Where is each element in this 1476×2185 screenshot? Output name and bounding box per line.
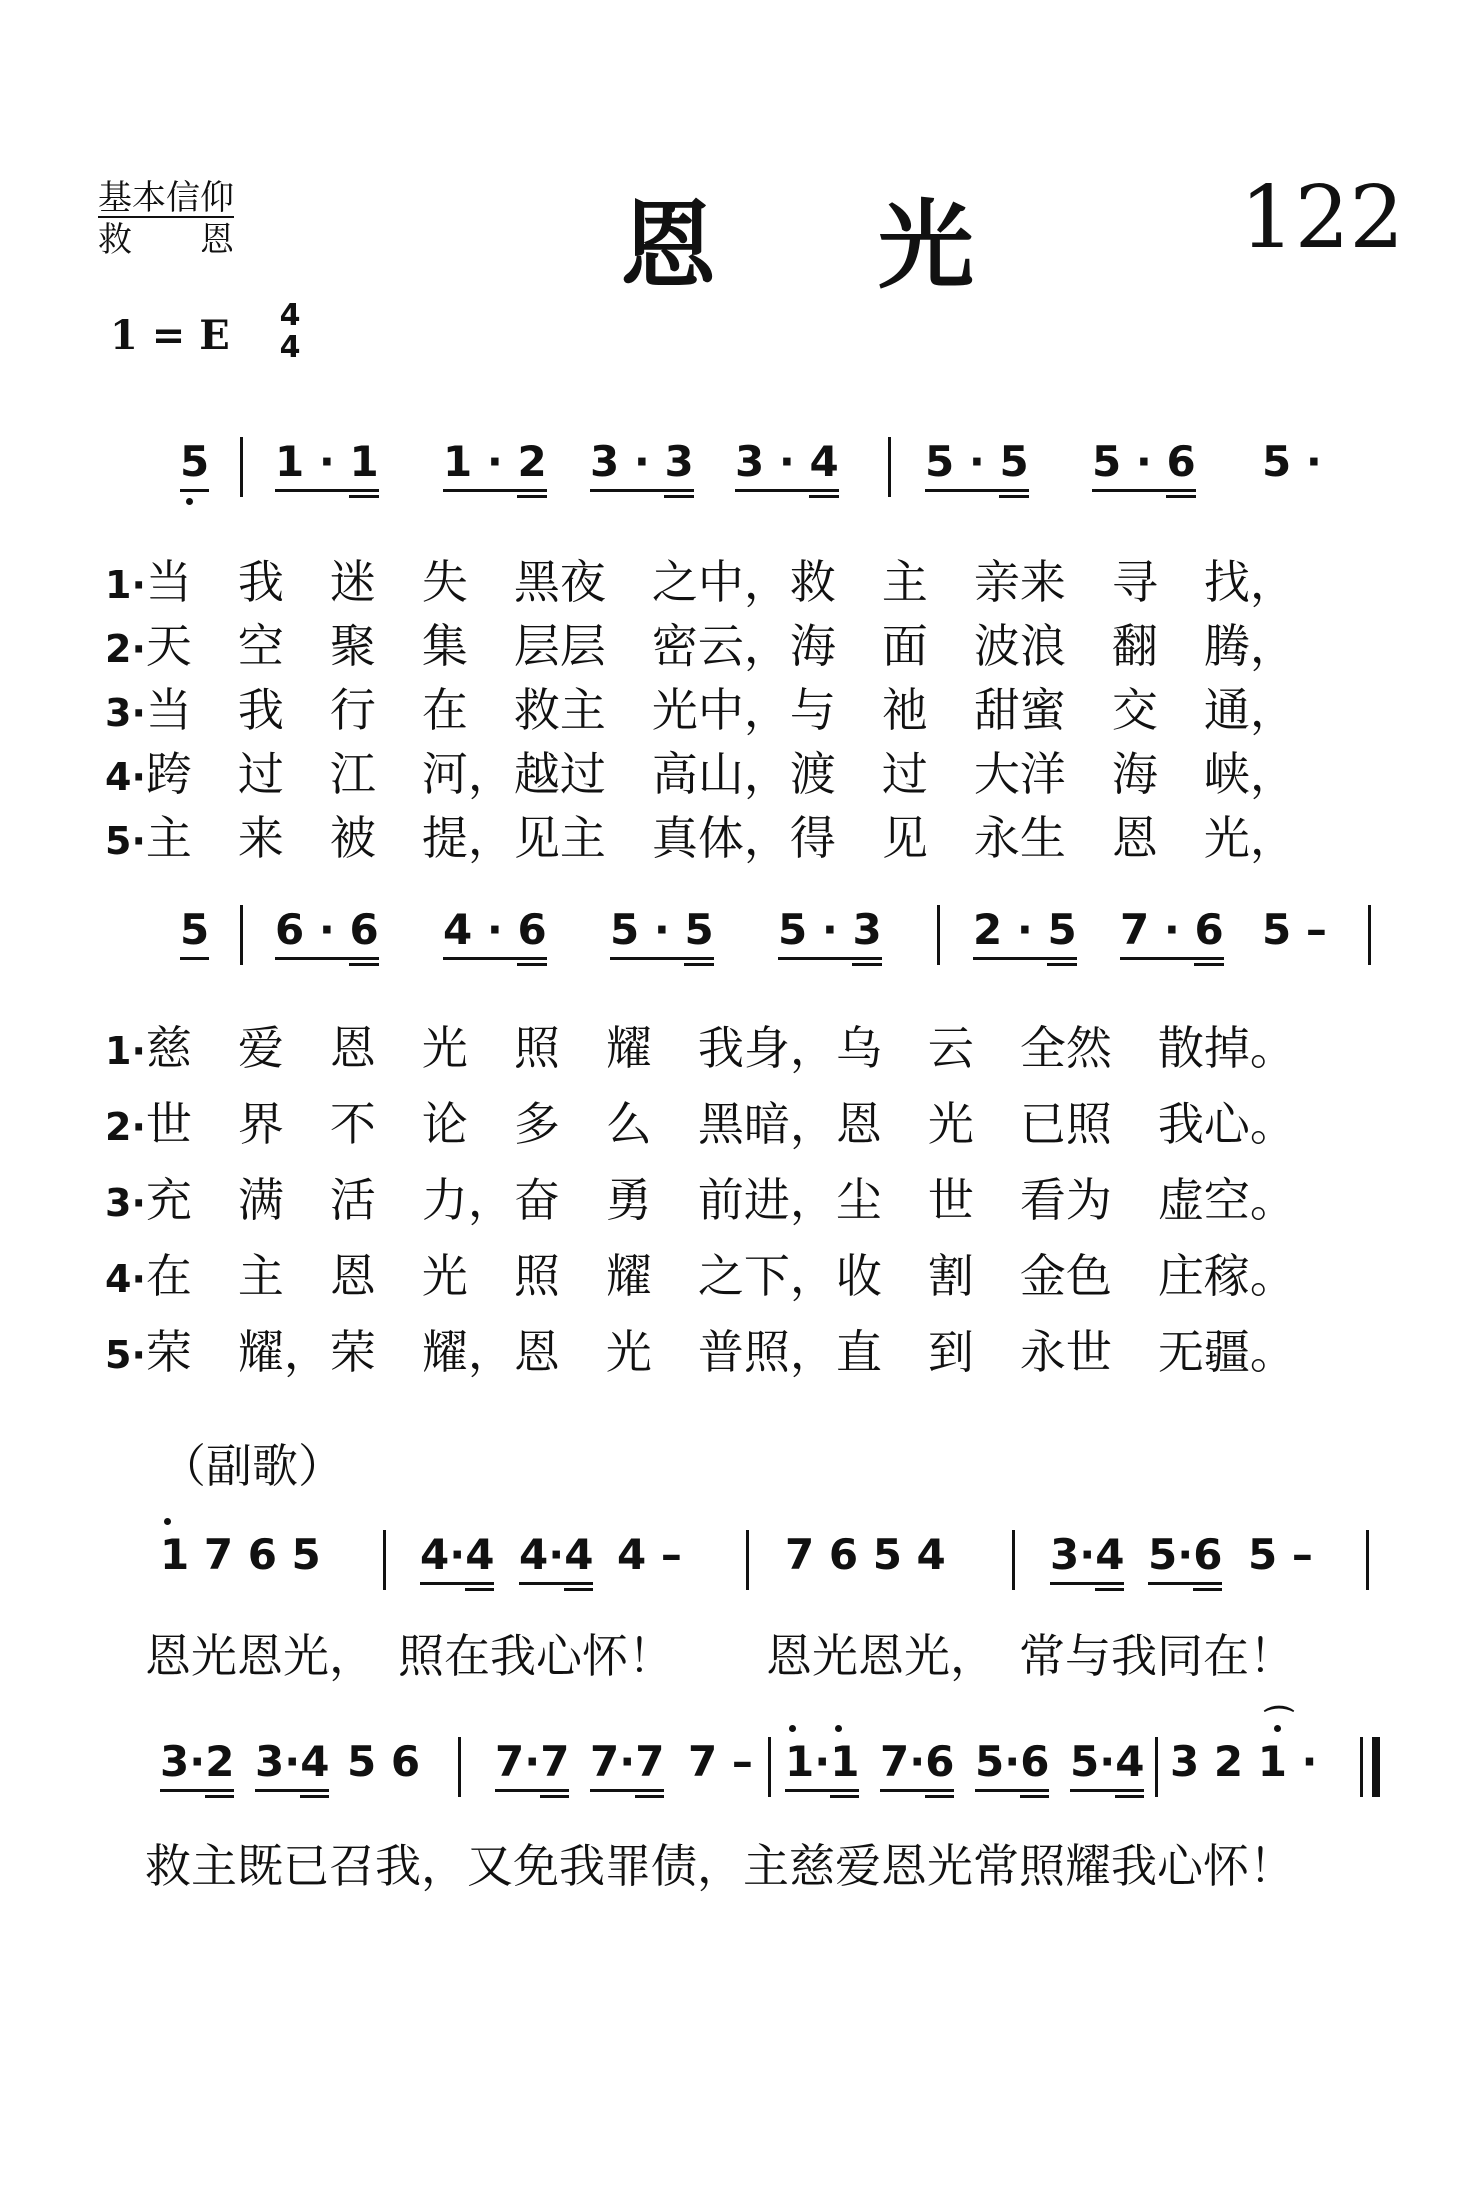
verse-number: 2· [105,1105,146,1149]
verse-text: 天 空 聚 集 层层 密云，海 面 波浪 翻 腾， [145,619,1296,673]
verse-text: 主 来 被 提，见主 真体，得 见 永生 恩 光， [145,811,1296,865]
chorus-lyric-2: 救主既已召我，又免我罪债，主慈爱恩光常照耀我心怀！ [145,1839,1295,1893]
verse-number: 1· [105,1029,146,1073]
verse-number: 1· [105,563,146,607]
notation-line-2: 5 6 · 6 4 · 6 5 · 5 5 · 3 2 · 5 7 · 6 5 – [0,905,1476,965]
fermata-icon: ⌒ [1264,1705,1294,1740]
notation-line-1: 5 1 · 1 1 · 2 3 · 3 3 · 4 5 · 5 5 · 6 5 · [0,437,1476,497]
chorus-lyric-1: 恩光恩光， 照在我心怀！ 恩光恩光， 常与我同在！ [145,1629,1295,1683]
verse-text: 慈 爱 恩 光 照 耀 我身，乌 云 全然 散掉。 [145,1021,1296,1075]
verse-text: 充 满 活 力，奋 勇 前进，尘 世 看为 虚空。 [145,1173,1296,1227]
verse-number: 4· [105,755,146,799]
verse-line [105,1088,1296,1154]
key-signature: 1 = E [110,312,230,359]
verse-line [105,1240,1296,1306]
verse-number: 2· [105,627,146,671]
verse-line [105,1012,1296,1078]
notation-chorus-1: 1 7 6 5 4·4 4·4 4 – 7 6 5 4 3·4 5·6 5 – [0,1530,1476,1590]
verse-line [105,1316,1296,1382]
verse-line [105,546,1296,612]
verse-line [105,738,1296,804]
verse-text: 世 界 不 论 多 么 黑暗，恩 光 已照 我心。 [145,1097,1296,1151]
verse-text: 荣 耀，荣 耀，恩 光 普照，直 到 永世 无疆。 [145,1325,1296,1379]
chorus-label: （副歌） [160,1439,344,1493]
notation-chorus-2: 3·2 3·4 5 6 7·7 7·7 7 – 1·1 7·6 5·6 5·4 3 2 1 · ⌒ [0,1737,1476,1797]
verse-text: 在 主 恩 光 照 耀 之下，收 割 金色 庄稼。 [145,1249,1296,1303]
verse-line [105,802,1296,868]
verse-text: 跨 过 江 河，越过 高山，渡 过 大洋 海 峡， [145,747,1296,801]
category-main: 基本信仰 [98,178,234,218]
verse-text: 当 我 迷 失 黑夜 之中，救 主 亲来 寻 找， [145,555,1296,609]
title-char-1: 恩 [620,190,716,302]
verse-number: 5· [105,819,146,863]
title-char-2: 光 [878,190,974,302]
verse-number: 4· [105,1257,146,1301]
category-sub: 救 恩 [98,220,234,260]
verse-line [105,610,1296,676]
verse-text: 当 我 行 在 救主 光中，与 祂 甜蜜 交 通， [145,683,1296,737]
verse-number: 3· [105,1181,146,1225]
time-bottom: 4 [279,330,301,365]
hymn-number: 122 [1240,168,1405,268]
verse-number: 5· [105,1333,146,1377]
time-top: 4 [279,298,301,333]
time-signature [276,300,304,364]
verse-line [105,674,1296,740]
verse-line [105,1164,1296,1230]
verse-number: 3· [105,691,146,735]
